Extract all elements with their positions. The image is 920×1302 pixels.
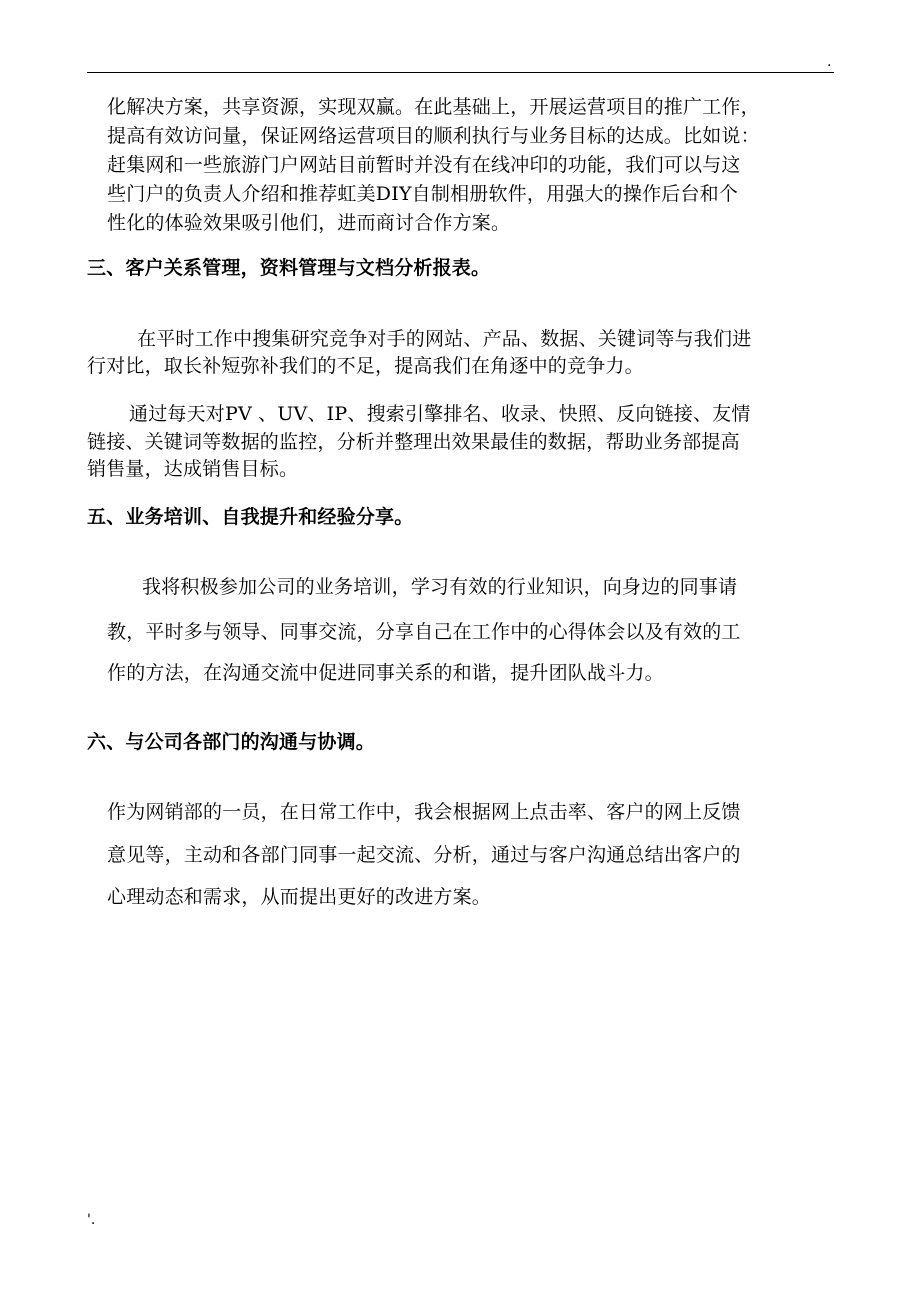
text-line: 作为网销部的一员，在日常工作中，我会根据网上点击率、客户的网上反馈 — [107, 801, 741, 823]
header-mark: . — [827, 54, 832, 70]
text-line: 教，平时多与领导、同事交流，分享自己在工作中的心得体会以及有效的工 — [107, 621, 741, 643]
text-line: 些门户的负责人介绍和推荐虹美DIY自制相册软件，用强大的操作后台和个 — [107, 183, 739, 205]
header-rule — [87, 72, 834, 73]
text-line: 通过每天对PV 、UV、IP、搜索引擎排名、收录、快照、反向链接、友情 — [129, 403, 751, 425]
text-line: 作的方法，在沟通交流中促进同事关系的和谐，提升团队战斗力。 — [107, 662, 664, 684]
footer-mark: '. — [87, 1212, 96, 1228]
text-line: 链接、关键词等数据的监控，分析并整理出效果最佳的数据，帮助业务部提高 — [87, 431, 740, 453]
text-line: 在平时工作中搜集研究竞争对手的网站、产品、数据、关键词等与我们进 — [137, 328, 752, 350]
text-line: 行对比，取长补短弥补我们的不足，提高我们在角逐中的竞争力。 — [87, 355, 644, 377]
text-line: 意见等，主动和各部门同事一起交流、分析，通过与客户沟通总结出客户的 — [107, 844, 741, 866]
text-line: 销售量，达成销售目标。 — [87, 458, 299, 480]
section-heading-3: 三、客户关系管理，资料管理与文档分析报表。 — [87, 257, 491, 279]
section-heading-5: 五、业务培训、自我提升和经验分享。 — [87, 506, 414, 528]
text-line: 性化的体验效果吸引他们，进而商讨合作方案。 — [107, 212, 511, 234]
text-line: 提高有效访问量，保证网络运营项目的顺利执行与业务目标的达成。比如说： — [107, 125, 760, 147]
text-line: 心理动态和需求，从而提出更好的改进方案。 — [107, 886, 492, 908]
text-line: 化解决方案，共享资源，实现双赢。在此基础上，开展运营项目的推广工作， — [107, 96, 760, 118]
text-line: 赶集网和一些旅游门户网站目前暂时并没有在线冲印的功能，我们可以与这 — [107, 154, 741, 176]
section-heading-6: 六、与公司各部门的沟通与协调。 — [87, 731, 376, 753]
text-line: 我将积极参加公司的业务培训，学习有效的行业知识，向身边的同事请 — [142, 576, 738, 598]
